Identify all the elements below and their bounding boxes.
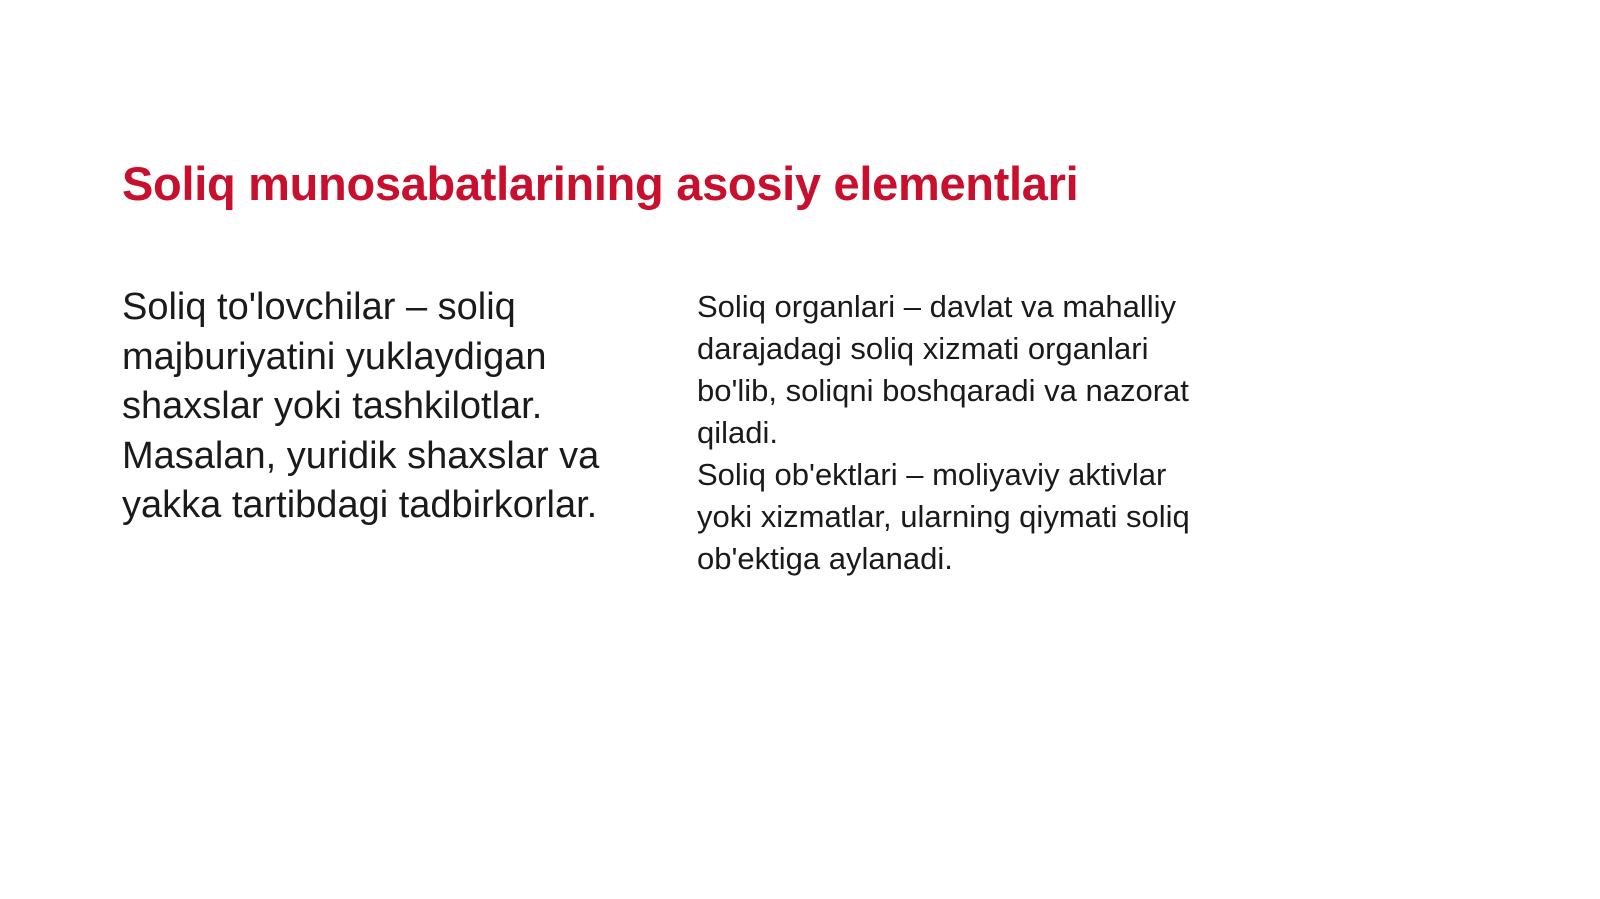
right-column-paragraph-2: Soliq ob'ektlari – moliyaviy aktivlar yoki xizmatlar, ularning qiymati soliq ob'ektiga aylanadi.	[697, 457, 1190, 576]
left-column-text: Soliq to'lovchilar – soliq majburiyatini yuklaydigan shaxslar yoki tashkilotlar. Masalan, yuridik shaxslar va yakka tartibdagi tadbirkorlar.	[122, 286, 600, 526]
right-column	[697, 286, 1217, 580]
slide-title: Soliq munosabatlarining asosiy elementlari	[122, 157, 1079, 210]
right-column-paragraph-1: Soliq organlari – davlat va mahalliy darajadagi soliq xizmati organlari bo'lib, soliqni boshqaradi va nazorat qiladi.	[697, 289, 1189, 450]
